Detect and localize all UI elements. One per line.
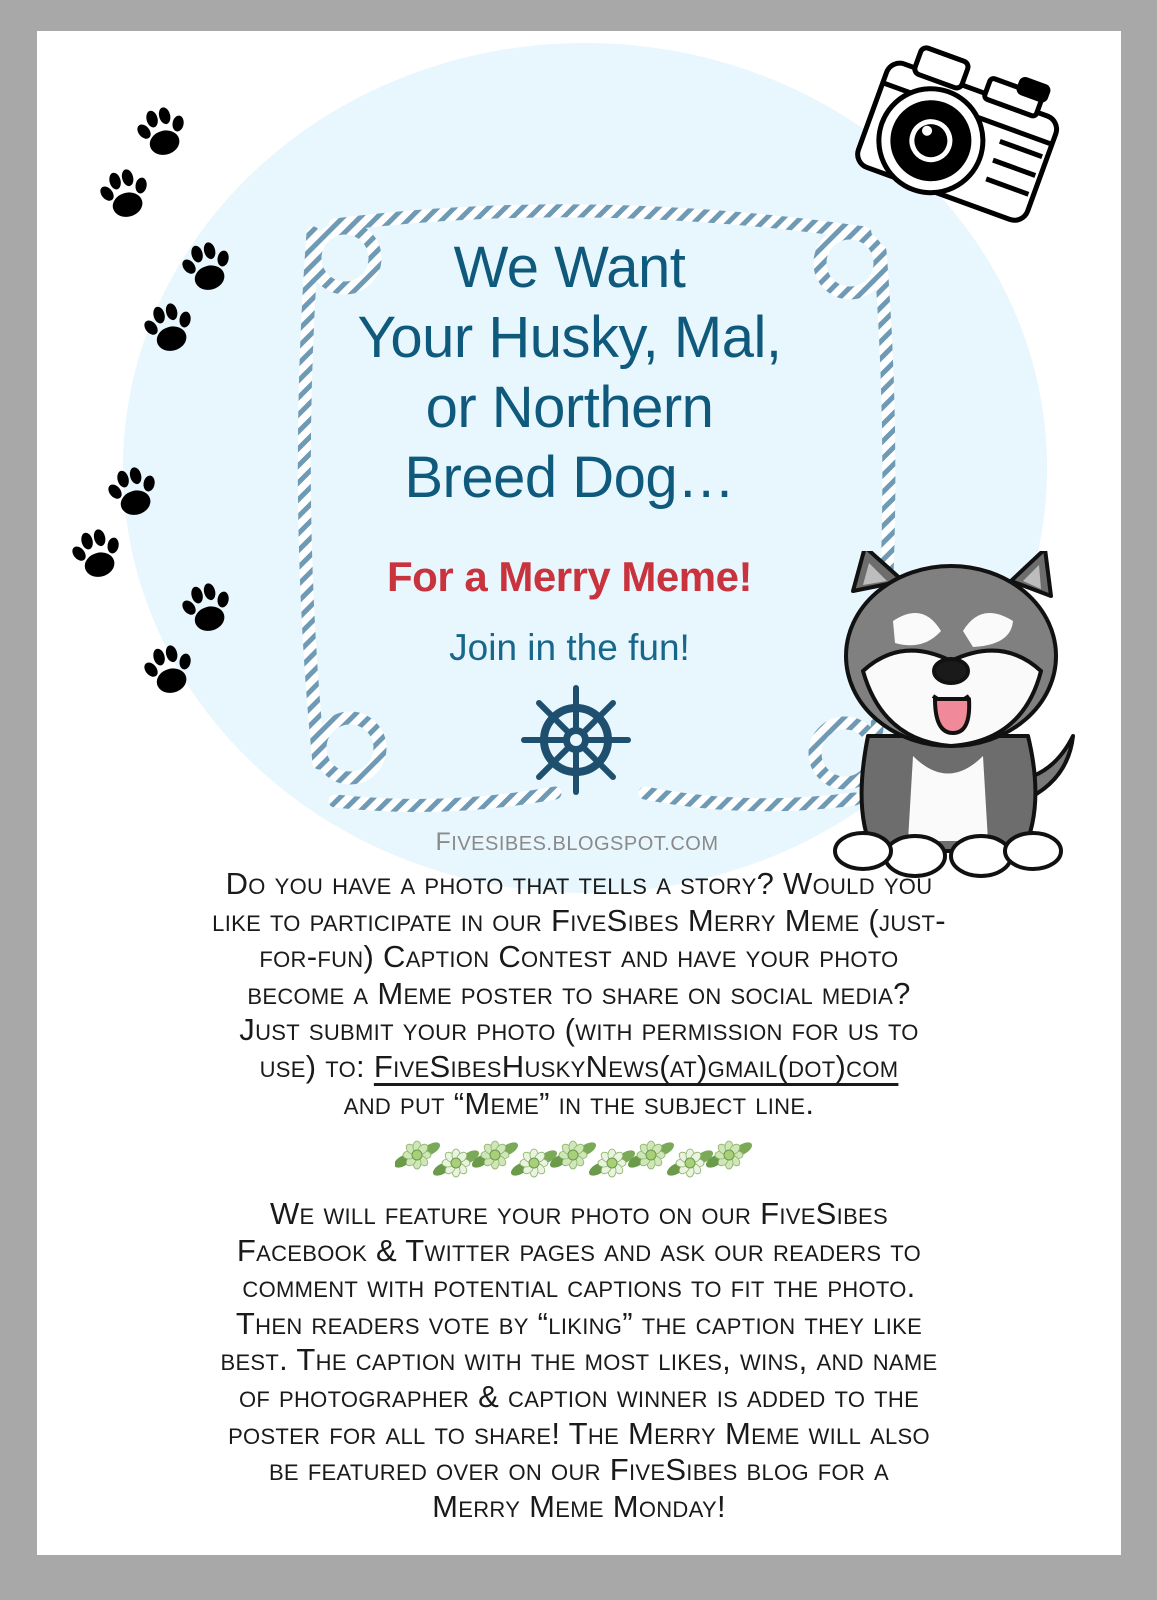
husky-puppy-illustration [823, 551, 1081, 891]
text-line: for-fun) Caption Contest and have your photo [259, 939, 899, 975]
text-line-email [57, 1049, 1101, 1086]
flyer-page [37, 31, 1121, 1555]
paw-print-icon [131, 103, 193, 161]
paw-print-icon [176, 238, 238, 296]
paw-print-icon [102, 463, 164, 521]
paw-print-icon [138, 299, 200, 357]
text-line: Just submit your photo (with permission for us to [239, 1012, 919, 1048]
paw-prints [37, 31, 257, 751]
text-line: be featured over on our FiveSibes blog for a [268, 1452, 890, 1488]
text-line: comment with potential captions to fit the photo. [242, 1269, 916, 1305]
intro-paragraph [57, 866, 1101, 1122]
email-link[interactable]: FiveSibesHuskyNews(at)gmail(dot)com [373, 1048, 899, 1084]
headline-line: Breed Dog… [404, 445, 735, 510]
floral-garland-divider [395, 1131, 755, 1187]
headline-line: or Northern [425, 375, 714, 440]
text-line: and put “Meme” in the subject line. [343, 1085, 815, 1121]
text-line: of photographer & caption winner is added to the [238, 1378, 920, 1414]
details-paragraph [57, 1196, 1101, 1525]
text-prefix: use) to: [259, 1048, 374, 1084]
tagline: Join in the fun! [449, 627, 690, 668]
paw-print-icon [94, 165, 156, 223]
text-line: Merry Meme Monday! [432, 1488, 726, 1524]
text-line: best. The caption with the most likes, wins, and name [220, 1342, 938, 1378]
text-line: Facebook & Twitter pages and ask our readers to [236, 1232, 922, 1268]
paw-print-icon [66, 525, 128, 583]
headline [307, 233, 832, 513]
text-line: like to participate in our FiveSibes Merry Meme (just- [212, 902, 946, 938]
text-line: Do you have a photo that tells a story? Would you [225, 866, 933, 901]
text-line: poster for all to share! The Merry Meme will also [228, 1415, 930, 1451]
camera-icon [849, 41, 1064, 231]
blog-url-rest: IVESIBES.BLOGSPOT.COM [451, 833, 719, 855]
blog-url [267, 829, 887, 857]
headline-line: We Want [453, 235, 686, 300]
text-line: We will feature your photo on our FiveSibes [270, 1196, 888, 1231]
headline-line: Your Husky, Mal, [357, 305, 782, 370]
blog-url-initial: F [435, 828, 452, 856]
text-line: Then readers vote by “liking” the caption they like [235, 1305, 923, 1341]
paw-print-icon [138, 641, 200, 699]
paw-print-icon [176, 579, 238, 637]
subhead: For a Merry Meme! [387, 553, 752, 600]
ship-wheel-icon [520, 684, 632, 796]
text-line: become a Meme poster to share on social media? [247, 975, 911, 1011]
